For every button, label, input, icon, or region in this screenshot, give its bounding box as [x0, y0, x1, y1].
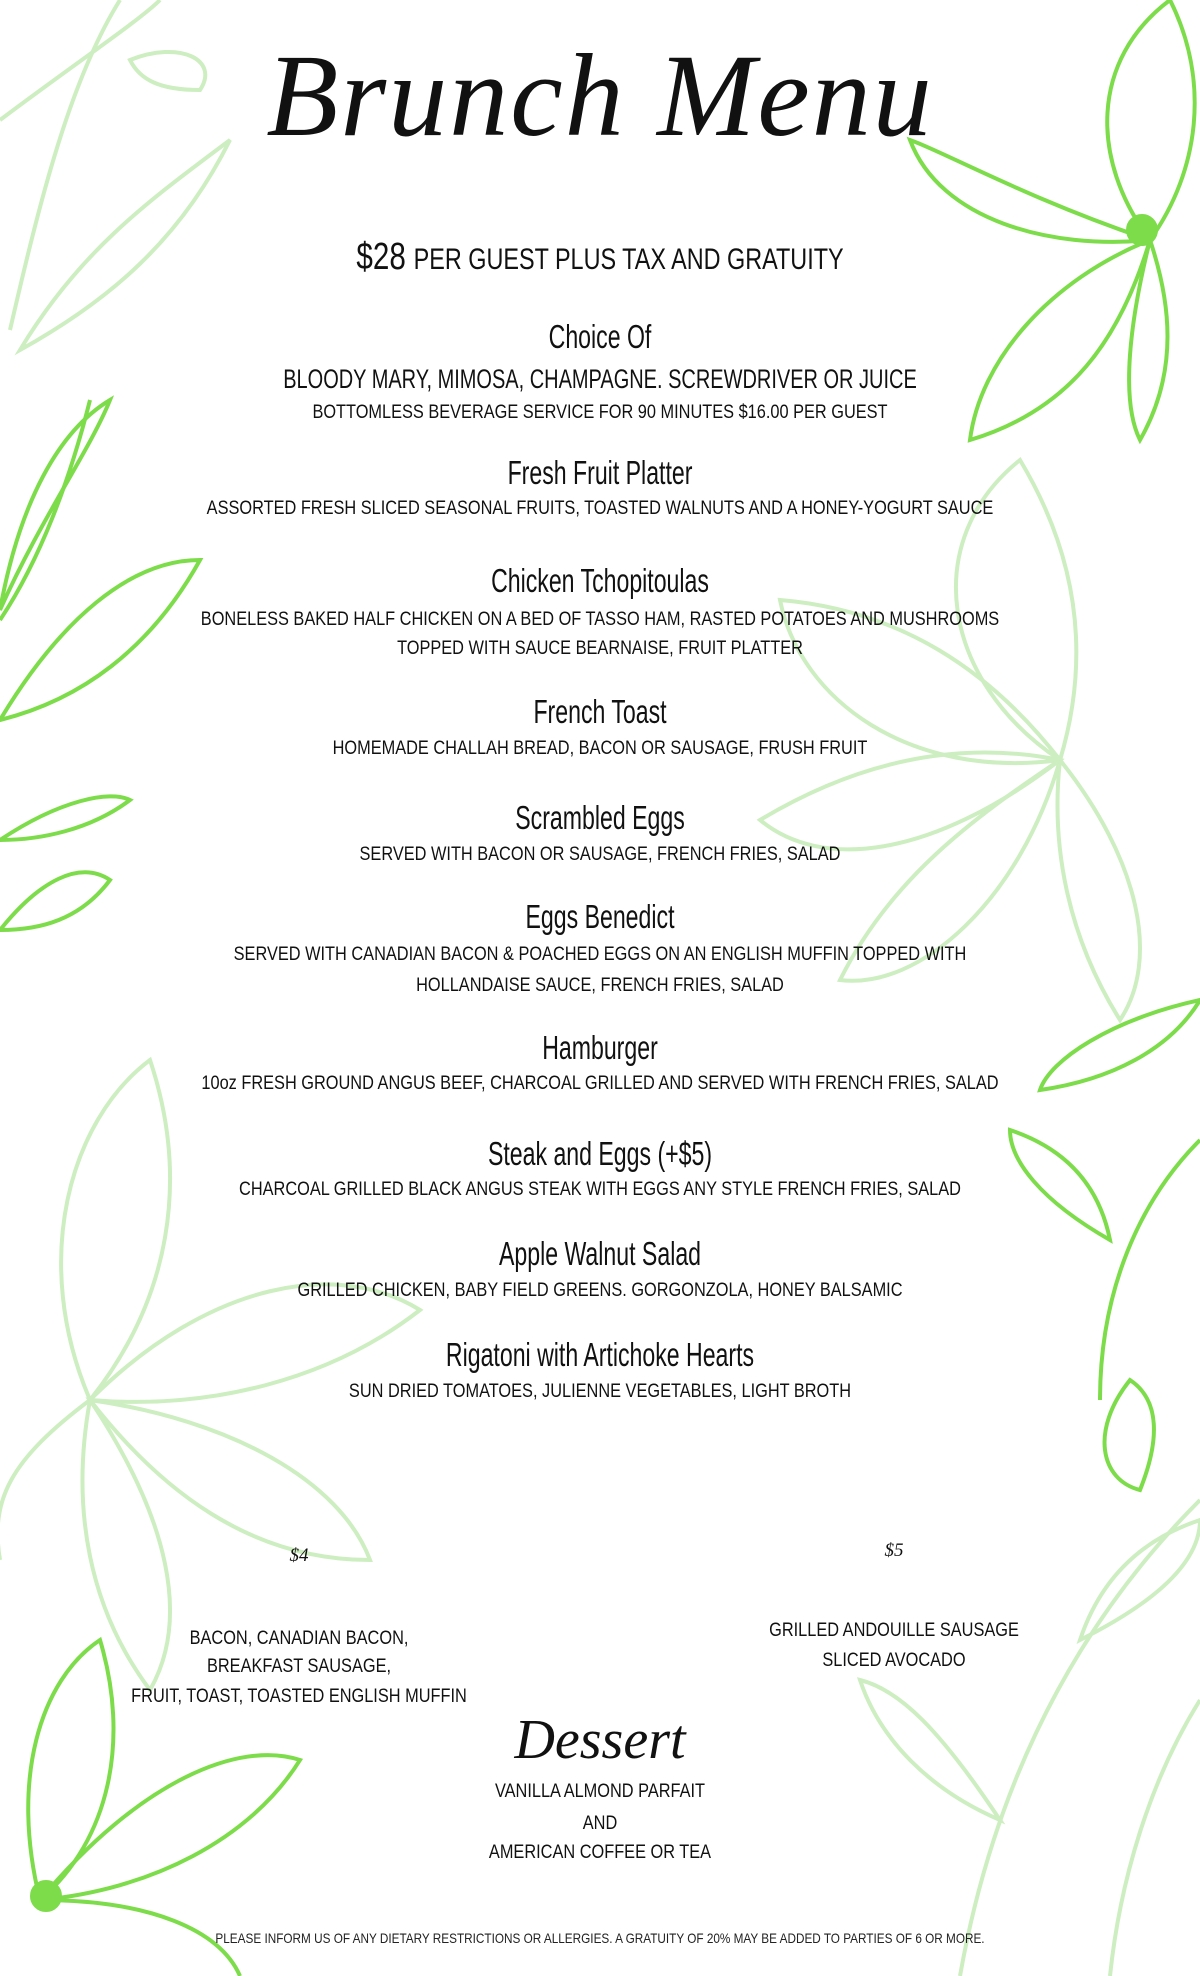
dessert-line: AMERICAN COFFEE OR TEA	[488, 1842, 712, 1863]
item-name: Rigatoni with Artichoke Hearts	[445, 1336, 755, 1373]
side-line: FRUIT, TOAST, TOASTED ENGLISH MUFFIN	[131, 1686, 467, 1707]
item-desc: SUN DRIED TOMATOES, JULIENNE VEGETABLES, LIGHT BROTH	[348, 1381, 852, 1402]
item-name: Steak and Eggs (+$5)	[487, 1135, 713, 1172]
side-line: BACON, CANADIAN BACON,	[189, 1628, 409, 1649]
price-line	[132, 236, 1068, 279]
item-name: Apple Walnut Salad	[498, 1235, 702, 1272]
item-desc: SERVED WITH BACON OR SAUSAGE, FRENCH FRIES, SALAD	[359, 844, 841, 865]
dessert-line: VANILLA ALMOND PARFAIT	[494, 1781, 706, 1802]
choice-heading: Choice Of	[548, 318, 652, 355]
leaf-icon	[0, 872, 110, 930]
item-name: Scrambled Eggs	[515, 799, 685, 836]
item-desc: CHARCOAL GRILLED BLACK ANGUS STEAK WITH EGGS ANY STYLE FRENCH FRIES, SALAD	[239, 1179, 961, 1200]
item-name: Eggs Benedict	[525, 898, 675, 935]
item-desc: ASSORTED FRESH SLICED SEASONAL FRUITS, TOASTED WALNUTS AND A HONEY-YOGURT SAUCE	[206, 498, 994, 519]
item-desc: 10oz FRESH GROUND ANGUS BEEF, CHARCOAL GRILLED AND SERVED WITH FRENCH FRIES, SALAD	[201, 1073, 999, 1094]
side-price: $4	[289, 1545, 309, 1566]
price-text: PER GUEST PLUS TAX AND GRATUITY	[413, 243, 844, 276]
footer-note: PLEASE INFORM US OF ANY DIETARY RESTRICTIONS OR ALLERGIES. A GRATUITY OF 20% MAY BE ADDED TO PARTIES OF 6 OR MORE.	[215, 1930, 985, 1946]
choice-note: BOTTOMLESS BEVERAGE SERVICE FOR 90 MINUTES $16.00 PER GUEST	[312, 402, 888, 423]
item-name: Chicken Tchopitoulas	[491, 562, 709, 599]
side-price: $5	[884, 1540, 904, 1561]
item-desc: GRILLED CHICKEN, BABY FIELD GREENS. GORGONZOLA, HONEY BALSAMIC	[297, 1280, 903, 1301]
menu-title: Brunch Menu	[266, 30, 934, 161]
price-amount: $28	[356, 236, 406, 278]
leaf-icon	[0, 400, 90, 620]
side-line: SLICED AVOCADO	[822, 1650, 966, 1671]
item-desc: HOLLANDAISE SAUCE, FRENCH FRIES, SALAD	[416, 975, 784, 996]
item-name: Fresh Fruit Platter	[507, 454, 693, 491]
item-desc: BONELESS BAKED HALF CHICKEN ON A BED OF TASSO HAM, RASTED POTATOES AND MUSHROOMS	[200, 609, 1000, 630]
leaf-icon	[0, 796, 130, 840]
item-name: French Toast	[533, 693, 667, 730]
side-line: BREAKFAST SAUSAGE,	[206, 1656, 392, 1677]
item-desc: SERVED WITH CANADIAN BACON & POACHED EGGS ON AN ENGLISH MUFFIN TOPPED WITH	[233, 944, 967, 965]
dessert-heading: Dessert	[514, 1709, 686, 1771]
choice-drinks: BLOODY MARY, MIMOSA, CHAMPAGNE. SCREWDRIVER OR JUICE	[283, 364, 917, 394]
item-name: Hamburger	[542, 1029, 658, 1066]
item-desc: TOPPED WITH SAUCE BEARNAISE, FRUIT PLATTER	[397, 638, 803, 659]
side-line: GRILLED ANDOUILLE SAUSAGE	[769, 1620, 1019, 1641]
dessert-line: AND	[582, 1813, 618, 1834]
item-desc: HOMEMADE CHALLAH BREAD, BACON OR SAUSAGE, FRUSH FRUIT	[332, 738, 868, 759]
